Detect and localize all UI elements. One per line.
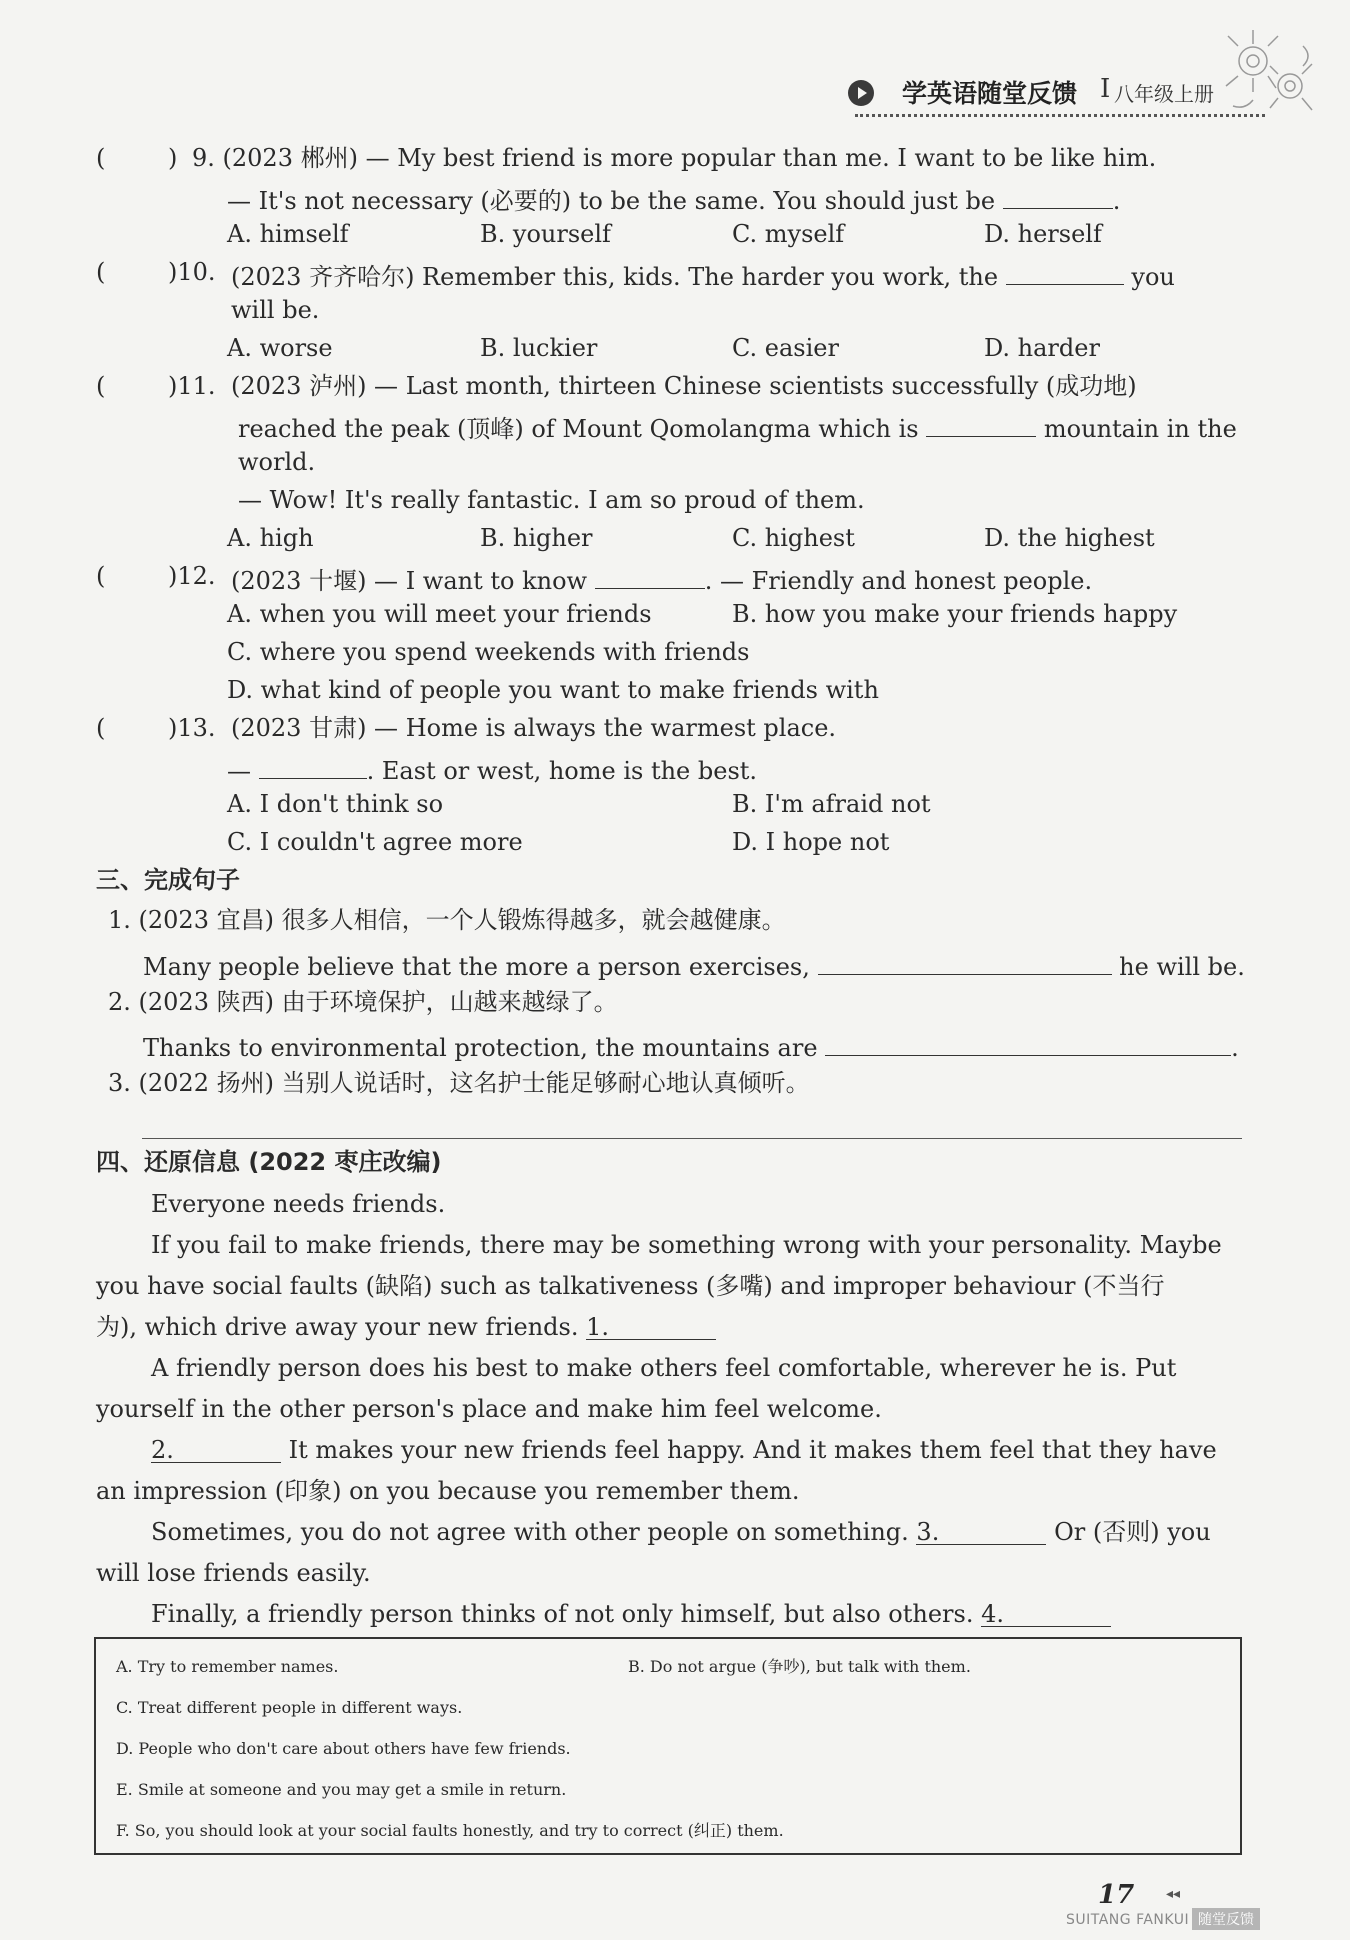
q11-stem: (2023 泸州) — Last month, thirteen Chinese scientists successfully (成功地) xyxy=(231,372,1137,400)
q13-line2 xyxy=(227,754,757,783)
q9-option-c: C. myself xyxy=(732,220,845,248)
blank-1-number: 1. xyxy=(586,1313,610,1341)
q13-stem: (2023 甘肃) — Home is always the warmest place. xyxy=(231,714,837,742)
header-dotted-rule xyxy=(855,114,1265,117)
s4-para1: Everyone needs friends. xyxy=(151,1190,446,1218)
q9-line2-text: — It's not necessary (必要的) to be the same. You should just be xyxy=(227,187,996,215)
q10-paren-open: ( xyxy=(96,258,106,286)
q12-option-c: C. where you spend weekends with friends xyxy=(227,638,750,666)
q10-stem xyxy=(231,260,1175,289)
q13-paren-open: ( xyxy=(96,714,106,742)
blank-4-number: 4. xyxy=(981,1600,1005,1628)
section4-title: 四、还原信息 (2022 枣庄改编) xyxy=(96,1148,442,1176)
s1-english-end: he will be. xyxy=(1119,953,1245,981)
q10-option-b: B. luckier xyxy=(480,334,598,362)
q10-option-c: C. easier xyxy=(732,334,839,362)
arrow-left-icon: ◂◂ xyxy=(1166,1886,1181,1902)
q13-answer-blank[interactable] xyxy=(259,754,367,779)
q13-option-b: B. I'm afraid not xyxy=(732,790,931,818)
q13-dash: — xyxy=(227,757,251,785)
q9-paren-close: ) xyxy=(168,144,178,172)
blank-1[interactable] xyxy=(586,1315,716,1340)
option-d: D. People who don't care about others have few friends. xyxy=(116,1739,571,1758)
q11-line4: — Wow! It's really fantastic. I am so proud of them. xyxy=(238,486,865,514)
options-box xyxy=(94,1637,1242,1855)
q12-stem-end: . — Friendly and honest people. xyxy=(704,567,1093,595)
s4-para3-line2: yourself in the other person's place and make him feel welcome. xyxy=(96,1395,882,1423)
q13-option-d: D. I hope not xyxy=(732,828,890,856)
option-b: B. Do not argue (争吵), but talk with them. xyxy=(628,1657,971,1676)
q13-line2-text: . East or west, home is the best. xyxy=(366,757,758,785)
q9-line2 xyxy=(227,184,1120,213)
q10-number: )10. xyxy=(168,258,216,286)
s1-answer-blank[interactable] xyxy=(818,950,1112,975)
q11-line2-end: mountain in the xyxy=(1043,415,1237,443)
s3-chinese: 3. (2022 扬州) 当别人说话时，这名护士能足够耐心地认真倾听。 xyxy=(108,1069,810,1097)
q10-stem-text: (2023 齐齐哈尔) Remember this, kids. The harder you work, the xyxy=(231,263,999,291)
s4-para5-end: Or (否则) you xyxy=(1054,1518,1211,1546)
q11-option-d: D. the highest xyxy=(984,524,1155,552)
q11-number: )11. xyxy=(168,372,216,400)
q11-option-c: C. highest xyxy=(732,524,855,552)
footer-brand: SUITANG FANKUI xyxy=(1066,1912,1190,1928)
book-title: 学英语随堂反馈 xyxy=(902,79,1078,108)
q12-stem xyxy=(231,564,1092,593)
footer-tag: 随堂反馈 xyxy=(1192,1908,1260,1930)
q11-paren-open: ( xyxy=(96,372,106,400)
q9-option-b: B. yourself xyxy=(480,220,611,248)
blank-2-number: 2. xyxy=(151,1436,174,1464)
s2-english-text: Thanks to environmental protection, the mountains are xyxy=(143,1034,818,1062)
s3-answer-line[interactable] xyxy=(142,1138,1242,1139)
q9-line2-end: . xyxy=(1112,187,1121,215)
q11-line3: world. xyxy=(238,448,316,476)
blank-3-number: 3. xyxy=(916,1518,940,1546)
q13-number: )13. xyxy=(168,714,216,742)
s4-para4-text: It makes your new friends feel happy. And it makes them feel that they have xyxy=(288,1436,1217,1464)
page-number: 17 xyxy=(1098,1880,1135,1910)
s1-english xyxy=(143,950,1245,979)
blank-4[interactable] xyxy=(981,1602,1111,1627)
s4-para5-text: Sometimes, you do not agree with other people on something. xyxy=(151,1518,909,1546)
q11-option-b: B. higher xyxy=(480,524,593,552)
q10-stem-end: you xyxy=(1131,263,1175,291)
blank-2[interactable] xyxy=(151,1438,281,1463)
s4-para6-text: Finally, a friendly person thinks of not only himself, but also others. xyxy=(151,1600,974,1628)
q10-option-a: A. worse xyxy=(227,334,333,362)
q9-option-d: D. herself xyxy=(984,220,1102,248)
q11-line2-text: reached the peak (顶峰) of Mount Qomolangma which is xyxy=(238,415,919,443)
s2-english xyxy=(143,1031,1239,1060)
s4-para5-line1 xyxy=(151,1520,1211,1545)
grade-label: 八年级上册 xyxy=(1114,82,1214,106)
s1-chinese: 1. (2023 宜昌) 很多人相信，一个人锻炼得越多，就会越健康。 xyxy=(108,906,786,934)
s4-para4-line1 xyxy=(151,1438,1217,1463)
s1-english-text: Many people believe that the more a person exercises, xyxy=(143,953,810,981)
q12-number: )12. xyxy=(168,562,216,590)
s4-para2-line1: If you fail to make friends, there may be something wrong with your personality. Maybe xyxy=(151,1231,1222,1259)
q12-option-b: B. how you make your friends happy xyxy=(732,600,1178,628)
s2-answer-blank[interactable] xyxy=(825,1031,1231,1056)
flower-decoration-icon xyxy=(1218,26,1328,136)
blank-3[interactable] xyxy=(916,1520,1046,1545)
q12-stem-text: (2023 十堰) — I want to know xyxy=(231,567,588,595)
q10-option-d: D. harder xyxy=(984,334,1100,362)
s2-chinese: 2. (2023 陕西) 由于环境保护，山越来越绿了。 xyxy=(108,988,618,1016)
q12-answer-blank[interactable] xyxy=(595,564,705,589)
s4-para5-line2: will lose friends easily. xyxy=(96,1559,371,1587)
q12-option-d: D. what kind of people you want to make friends with xyxy=(227,676,879,704)
s4-para4-line2: an impression (印象) on you because you remember them. xyxy=(96,1477,800,1505)
q9-option-a: A. himself xyxy=(227,220,349,248)
q10-answer-blank[interactable] xyxy=(1006,260,1124,285)
s4-para2-line2: you have social faults (缺陷) such as talkativeness (多嘴) and improper behaviour (不当行 xyxy=(96,1272,1165,1300)
q13-option-c: C. I couldn't agree more xyxy=(227,828,523,856)
s4-para2-text: 为), which drive away your new friends. xyxy=(96,1313,579,1341)
s4-para3-line1: A friendly person does his best to make others feel comfortable, wherever he is. Put xyxy=(151,1354,1177,1382)
title-separator: I xyxy=(1100,74,1111,104)
q11-option-a: A. high xyxy=(227,524,314,552)
s4-para6 xyxy=(151,1602,1111,1627)
q10-line2: will be. xyxy=(231,296,320,324)
q9-paren-open: ( xyxy=(96,144,106,172)
q12-paren-open: ( xyxy=(96,562,106,590)
q11-line2 xyxy=(238,412,1237,441)
q9-stem: 9. (2023 郴州) — My best friend is more popular than me. I want to be like him. xyxy=(192,144,1157,172)
option-a: A. Try to remember names. xyxy=(116,1657,339,1676)
q11-answer-blank[interactable] xyxy=(926,412,1036,437)
s2-english-end: . xyxy=(1231,1034,1239,1062)
option-e: E. Smile at someone and you may get a smile in return. xyxy=(116,1780,567,1799)
q13-option-a: A. I don't think so xyxy=(227,790,444,818)
option-f: F. So, you should look at your social faults honestly, and try to correct (纠正) them. xyxy=(116,1821,784,1840)
section3-title: 三、完成句子 xyxy=(96,866,240,894)
s4-para2-line3 xyxy=(96,1315,716,1340)
play-icon xyxy=(848,80,874,106)
page-header xyxy=(730,70,1290,120)
q9-answer-blank[interactable] xyxy=(1003,184,1113,209)
q12-option-a: A. when you will meet your friends xyxy=(227,600,652,628)
option-c: C. Treat different people in different ways. xyxy=(116,1698,463,1717)
